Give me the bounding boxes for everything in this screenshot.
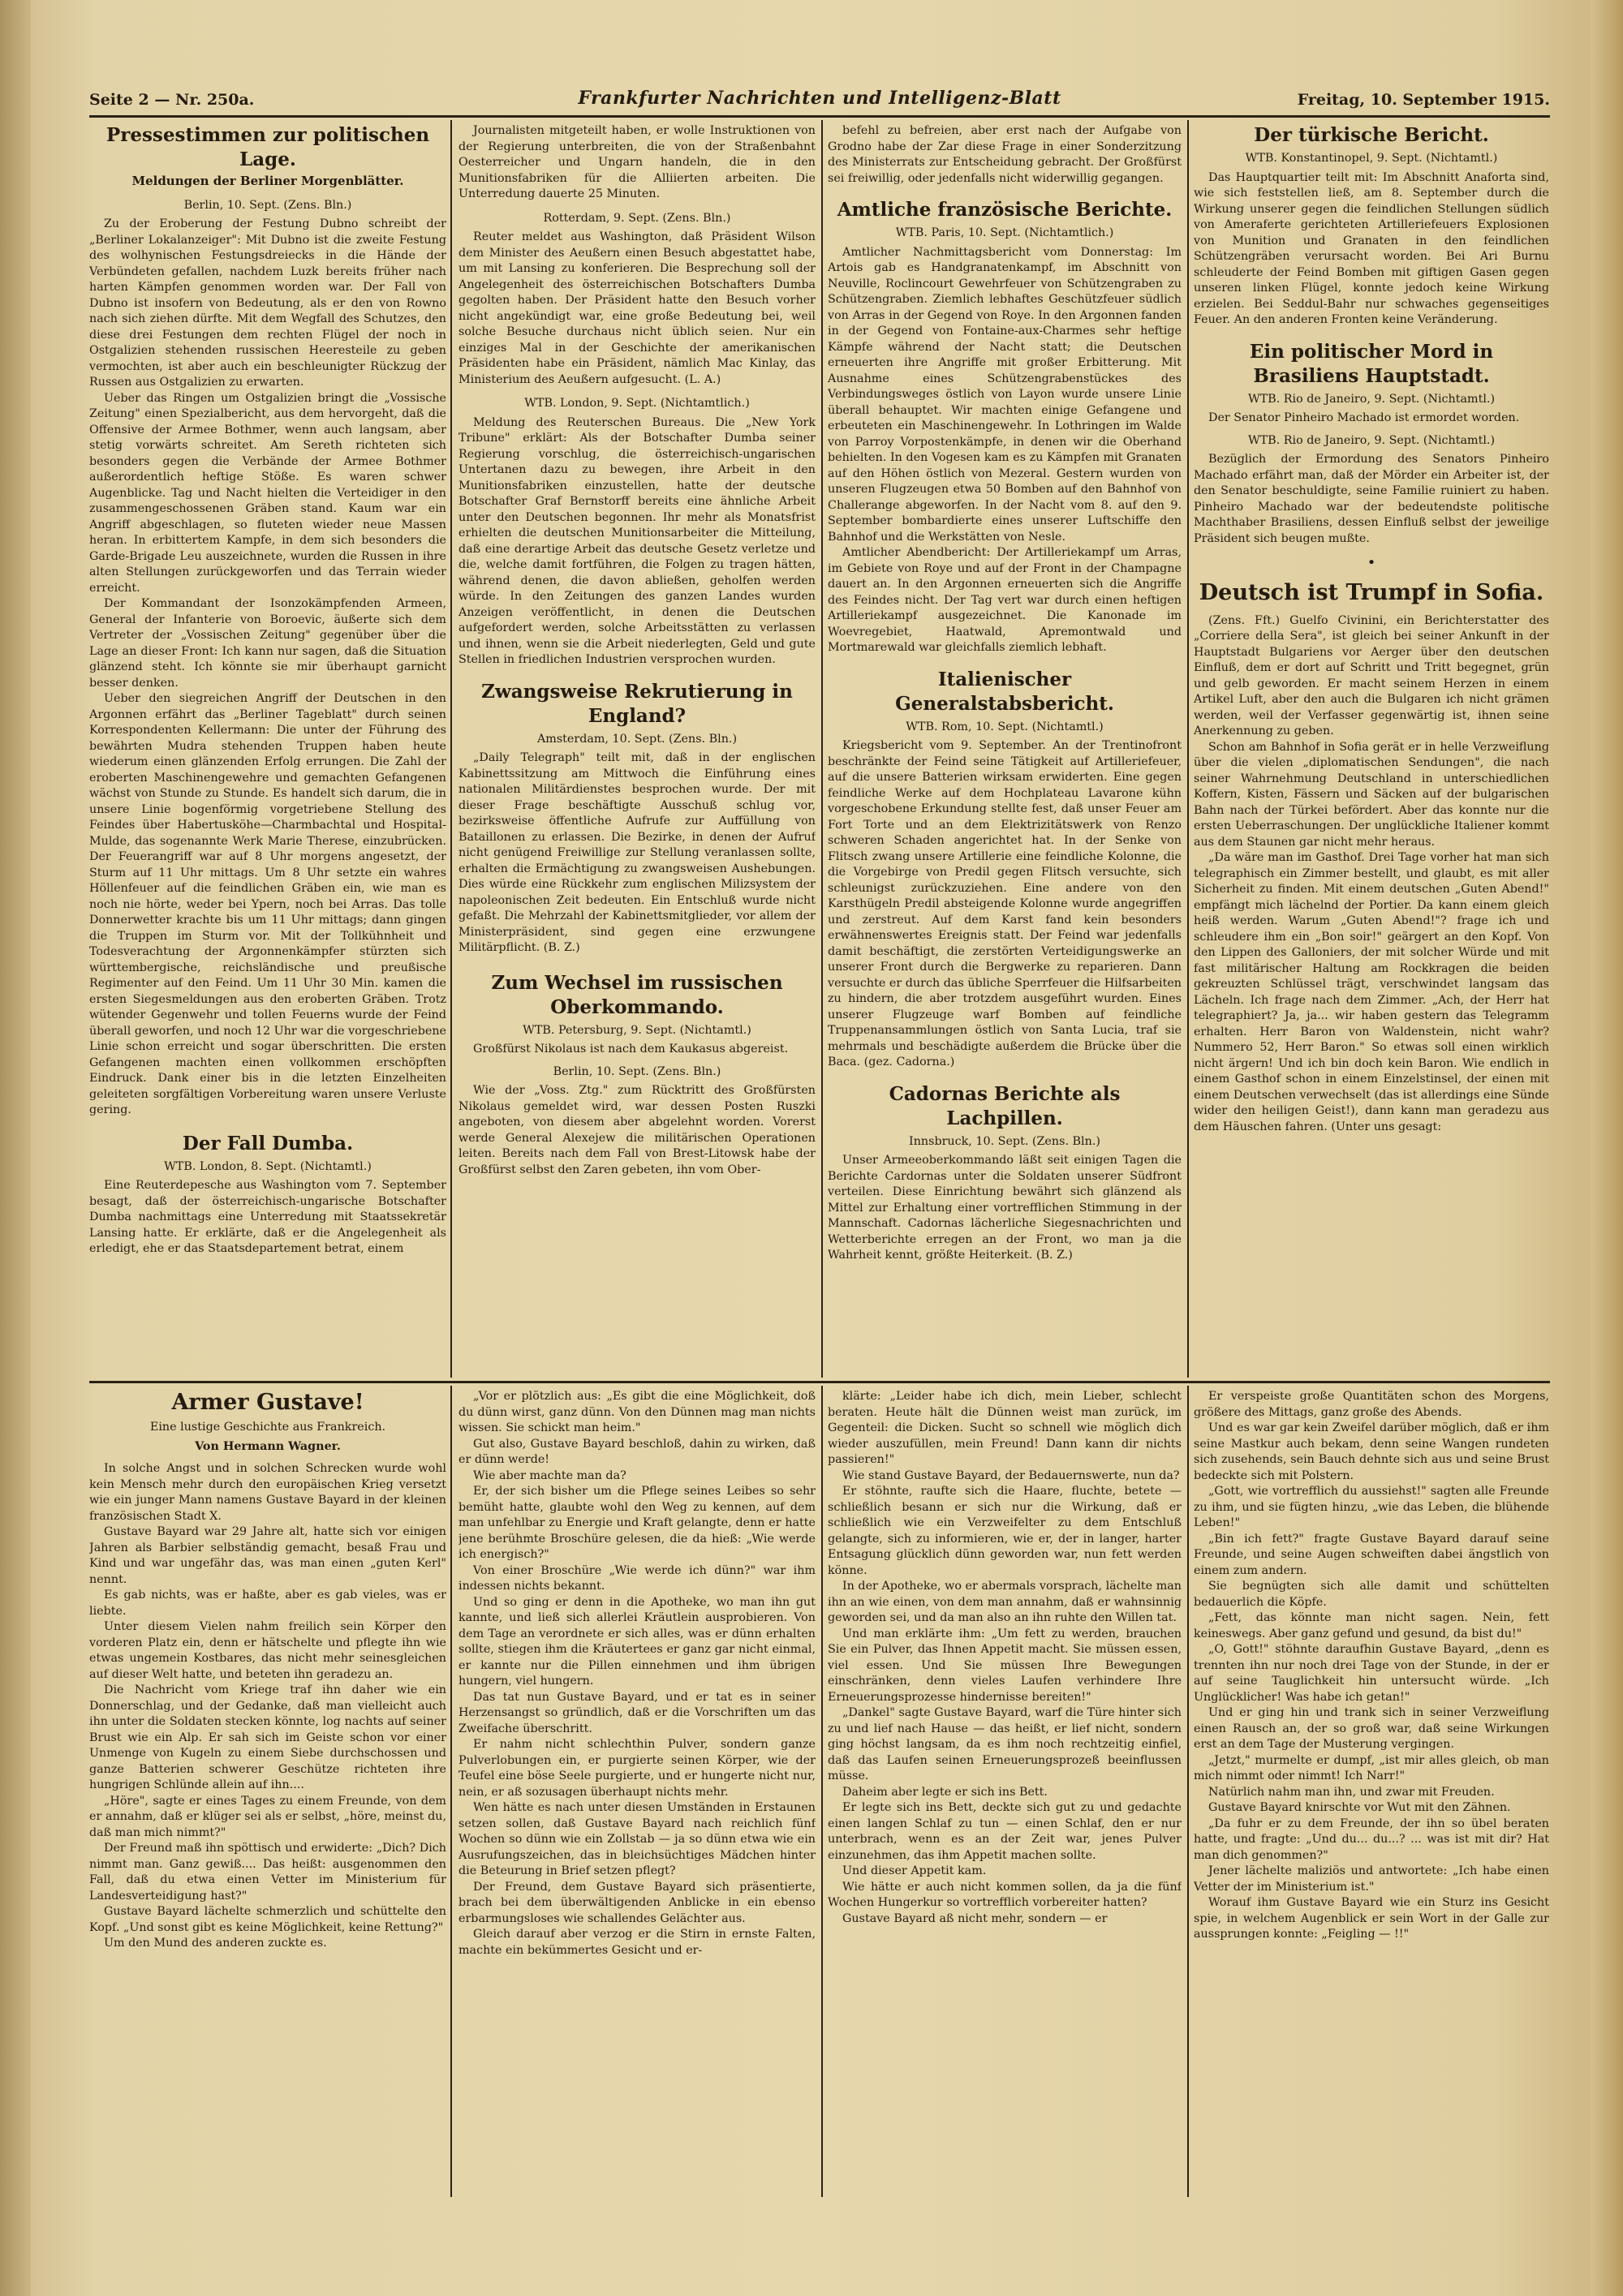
paragraph: Jener lächelte maliziös und antwortete: „Ich habe einen Vetter der im Ministerium ist." xyxy=(1194,1864,1549,1894)
story-column-2 xyxy=(458,1389,816,2196)
dateline: WTB. Rio de Janeiro, 9. Sept. (Nichtamtl.) xyxy=(1247,433,1496,447)
paragraph: Gut also, Gustave Bayard beschloß, dahin zu wirken, daß er dünn werde! xyxy=(458,1437,816,1466)
article-title: Deutsch ist Trumpf in Sofia. xyxy=(1199,579,1544,605)
column-4 xyxy=(1194,123,1549,1377)
paragraph: Worauf ihm Gustave Bayard wie ein Sturz ins Gesicht spie, in welchem Augenblick er sein Wort in der Galle zur aussprungen konnte: „Feigling — !!" xyxy=(1194,1896,1549,1941)
paragraph: Ueber das Ringen um Ostgalizien bringt die „Vossische Zeitung" einen Spezialbericht, aus dem hervorgeht, daß die Offensive der Armee Bothmer, wenn auch langsam, aber stetig vorwärts schreitet. Am Sereth richteten sich besonders gegen die Verbände der Armee Bothmer außerordentlich heftige Stöße. Es waren schwer Augenblicke. Tag und Nacht hielten die Verteidiger in den zusammengeschossenen Gräben stand. Kaum war ein Angriff abgeschlagen, so fluteten wieder neue Massen heran. In erbittertem Kampfe, in dem sich besonders die Garde-Brigade Leu auszeichnete, wurden die Russen in ihre alten Stellungen zurückgeworfen und das Terrain wieder erreicht. xyxy=(89,391,446,595)
paragraph: „Bin ich fett?" fragte Gustave Bayard darauf seine Freunde, und seine Augen schweiften dabei ängstlich von einem zum andern. xyxy=(1194,1532,1549,1577)
paragraph: Reuter meldet aus Washington, daß Präsident Wilson dem Minister des Aeußern einen Besuch abgestattet habe, um mit Lansing zu konferieren. Die Besprechung soll der Angelegenheit des österreichischen Botschafters Dumba gegolten haben. Der Präsident hatte den Besuch vorher nicht angekündigt war, eine große Bedeutung bei, weil solche Besuche durchaus nicht üblich seien. Nur ein einziges Mal in der Geschichte der amerikanischen Präsidenten habe ein Präsident, nämlich Mac Kinlay, das Ministerium des Aeußern aufgesucht. (L. A.) xyxy=(458,230,816,386)
article-title: Der Fall Dumba. xyxy=(182,1132,354,1154)
section-rule xyxy=(89,1381,1550,1383)
paragraph: In solche Angst und in solchen Schrecken wurde wohl kein Mensch mehr durch den europäischen Krieg versetzt wie ein junger Mann namens Gustave Bayard in der kleinen französischen Stadt X. xyxy=(89,1462,446,1523)
paragraph: „Höre", sagte er eines Tages zu einem Freunde, von dem er annahm, daß er klüger sei als er selbst, „höre, meinst du, daß man mich nimmt?" xyxy=(89,1794,446,1839)
paragraph: Wie stand Gustave Bayard, der Bedauernswerte, nun da? xyxy=(842,1468,1180,1482)
paragraph: Kriegsbericht vom 9. September. An der Trentinofront beschränkte der Feind seine Tätigkeit auf Artilleriefeuer, auf die unsere Batterien wirksam erwiderten. Eine gegen feindliche Werke auf dem Hochplateau Lavarone kühn vorgeschobene Erkundung stellte fest, daß unser Feuer am Fort Torte und an dem Elektrizitätswerk von Renzo schweren Schaden angerichtet hat. In der Senke von Flitsch zwang unsere Artillerie eine feindliche Kolonne, die die Vorgebirge von Predil gegen Flitsch versuchte, sich schleunigst zurückzuziehen. Eine andere von den Karsthügeln Predil absteigende Kolonne wurde angegriffen und zerstreut. Auf dem Karst fand kein besonders erwähnenswertes Ereignis statt. Der Feind war jedenfalls damit beschäftigt, die zerstörten Verteidigungswerke an unserer Front durch die Bergwerke zu reparieren. Dann versuchte er durch das übliche Sperrfeuer die Hilfsarbeiten zu hindern, die aber trotzdem ausgeführt wurden. Eines unserer Flugzeuge warf Bomben auf feindliche Truppenansammlungen östlich von Santa Lucia, traf sie mehrmals und beschädigte außerdem die Brücke über die Baca. (gez. Cadorna.) xyxy=(828,739,1182,1068)
paragraph: Er verspeiste große Quantitäten schon des Morgens, größere des Mittags, ganz große des Abends. xyxy=(1194,1390,1549,1419)
paragraph: Das Hauptquartier teilt mit: Im Abschnitt Anaforta sind, wie sich feststellen ließ, am 8. September durch die Wirkung unserer gegen die feindlichen Stellungen südlich von Ameraferte gerichteten Artilleriefeuers Explosionen von Munition und Granaten in den feindlichen Schützengräben verursacht worden. Bei Ari Burnu schleuderte der Feind Bomben mit giftigen Gasen gegen unseren linken Flügel, konnte jedoch keine Wirkung erzielen. Bei Seddul-Bahr nur schwaches gegenseitiges Feuer. An den anderen Fronten keine Veränderung. xyxy=(1194,170,1549,326)
paragraph: Und man erklärte ihm: „Um fett zu werden, brauchen Sie ein Pulver, das Ihnen Appetit macht. Sie müssen essen, viel essen. Und Sie müssen Ihre Bewegungen einschränken, denn vieles Laufen verhindere Ihre Erneuerungsprozesse hindernisse bereiten!" xyxy=(828,1627,1182,1704)
paragraph: Von einer Broschüre „Wie werde ich dünn?" war ihm indessen nichts bekannt. xyxy=(458,1563,816,1593)
dateline: Rotterdam, 9. Sept. (Zens. Bln.) xyxy=(543,211,731,225)
paragraph: „Da wäre man im Gasthof. Drei Tage vorher hat man sich telegraphisch ein Zimmer bestellt, und glaubt, es mit aller Sicherheit zu finden. Mit einem deutschen „Guten Abend!" empfängt mich lächelnd der Portier. Da kann einem gleich heiß werden. Warum „Guten Abend!"? frage ich und schleudere ihm ein „Bon soir!" geärgert an den Kopf. Von den Lippen des Galloniers, der mit solcher Würde und mit fast militärischer Haltung am Rockkragen die beiden gekreuzten Schlüssel trägt, verschwindet langsam das Lächeln. Ich frage nach dem Zimmer. „Ach, der Herr hat telegraphiert? Ja, ja... wir haben gestern das Telegramm erhalten. Herr Baron von Waldenstein, nicht wahr? Nummero 52, Herr Baron." So etwas soll einen wirklich nicht ärgern! Und ich bin doch kein Baron. Wie endlich in einem Gasthof schon in einem Einzelstinsel, der einen mit einem Deutschen verwechselt (das ist allerdings eine Sünde wider den heiligen Geist!), dann kann man geradezu aus dem Häuschen fahren. (Unter uns gesagt: xyxy=(1194,851,1549,1133)
dateline: WTB. Rom, 10. Sept. (Nichtamtl.) xyxy=(906,720,1104,733)
column-rule xyxy=(1187,1386,1189,2197)
dateline: WTB. Rio de Janeiro, 9. Sept. (Nichtamtl.) xyxy=(1247,392,1496,406)
paragraph: „Fett, das könnte man nicht sagen. Nein, fett keineswegs. Aber ganz gefund und gesund, da bist du!" xyxy=(1194,1611,1549,1640)
header-rule xyxy=(89,115,1550,118)
column-rule xyxy=(450,120,452,1378)
paragraph: Er legte sich ins Bett, deckte sich gut zu und gedachte einen langen Schlaf zu tun — einen Schlaf, den er nur unterbrach, wenn es an der Zeit war, jenes Pulver einzunehmen, das ihm Appetit machen sollte. xyxy=(828,1801,1182,1862)
separator-dot: • xyxy=(1367,554,1376,571)
dateline: Berlin, 10. Sept. (Zens. Bln.) xyxy=(553,1064,721,1078)
paragraph: Unser Armeeoberkommando läßt seit einigen Tagen die Berichte Cardornas unter die Soldaten unserer Südfront verteilen. Diese Einrichtung bewährt sich glänzend als Mittel zur Erhaltung einer vortrefflichen Stimmung in der Mannschaft. Cadornas lächerliche Siegesnachrichten und Wetterberichte erregen an der Front, wo man ja die Wahrheit kennt, größte Heiterkeit. (B. Z.) xyxy=(828,1154,1182,1262)
column-rule xyxy=(821,1386,823,2197)
paragraph: Meldung des Reuterschen Bureaus. Die „New York Tribune" erklärt: Als der Botschafter Dumba seiner Regierung vorschlug, die österreichisch-ungarischen Untertanen dazu zu bewegen, ihre Arbeit in den Munitionsfabriken einzustellen, hatte der deutsche Botschafter Graf Bernstorff bereits eine ähnliche Arbeit unter den Deutschen begonnen. Ihr mehr als Monatsfrist erhielten die deutschen Munitionsarbeiter die Mitteilung, daß eine derartige Arbeit das deutsche Gesetz verletze und die, welche damit fortführen, die Folgen zu tragen hätten, während denen, die davon abließen, geholfen werden würde. In den Zeitungen des ganzen Landes wurden Anzeigen veröffentlicht, in denen die Deutschen aufgefordert werden, solche Arbeitsstätten zu verlassen und ihnen, wenn sie die Arbeit niederlegten, Geld und gute Stellen in friedlichen Industrien versprochen wurden. xyxy=(458,415,816,666)
paragraph: (Zens. Fft.) Guelfo Civinini, ein Berichterstatter des „Corriere della Sera", ist gleich bei seiner Ankunft in der Hauptstadt Bulgariens vor Aerger über den deutschen Einfluß, dem er dort auf Schritt und Tritt begegnet, grün und gelb geworden. Er macht seinem Herzen in einem Artikel Luft, aber den auch die Bulgaren ich nicht grämen werden, weil der Verfasser gegenwärtig ist, ihnen seine Anerkennung zu geben. xyxy=(1194,613,1549,737)
paragraph: Wie aber machte man da? xyxy=(473,1468,626,1482)
paragraph: Gleich darauf aber verzog er die Stirn in ernste Falten, machte ein bekümmertes Gesicht und er- xyxy=(458,1928,816,1957)
article-title: Cadornas Berichte als Lachpillen. xyxy=(889,1082,1121,1129)
paragraph: klärte: „Leider habe ich dich, mein Lieber, schlecht beraten. Heute hält die Dünnen weist man zurück, im Gegenteil: die Dicken. Sucht so schnell wie möglich dich wieder auszufüllen, mein Freund! Dann kann dir nichts passieren!" xyxy=(828,1390,1182,1466)
paragraph: Der Freund maß ihn spöttisch und erwiderte: „Dich? Dich nimmt man. Ganz gewiß.... Das heißt: ausgenommen den Fall, daß du etwa einen Vetter im Ministerium für Landesverteidigung hast?" xyxy=(89,1842,446,1903)
article-title: Ein politischer Mord in Brasiliens Hauptstadt. xyxy=(1249,340,1494,387)
dateline: WTB. London, 8. Sept. (Nichtamtl.) xyxy=(164,1159,372,1173)
paragraph: „O, Gott!" stöhnte daraufhin Gustave Bayard, „denn es trennten ihn nur noch drei Tage von der Stunde, in der er auf seine Tauglichkeit hin untersucht würde. „Ich Unglücklicher! Was habe ich getan!" xyxy=(1194,1643,1549,1704)
paragraph: Gustave Bayard war 29 Jahre alt, hatte sich vor einigen Jahren als Barbier selbständig gemacht, besaß Frau und Kind und war ungefähr das, was man einen „guten Kerl" nennt. xyxy=(89,1525,446,1586)
paragraph: Natürlich nahm man ihn, und zwar mit Freuden. xyxy=(1208,1785,1495,1799)
column-rule xyxy=(821,120,823,1378)
story-subtitle: Eine lustige Geschichte aus Frankreich. xyxy=(149,1421,386,1434)
paragraph: Und so ging er denn in die Apotheke, wo man ihn gut kannte, und ließ sich allerlei Kräutlein ausprobieren. Von dem Tage an verordnete er sich alles, was er dünn erhalten sollte, stiegen ihm die Kräutertees er ganz gar nicht einmal, er kannte nur die Pillen einnehmen und ihm übrigen hungern, viel hungern. xyxy=(458,1595,816,1688)
paragraph: Großfürst Nikolaus ist nach dem Kaukasus abgereist. xyxy=(473,1043,789,1056)
article-title: Der türkische Bericht. xyxy=(1254,124,1489,146)
paragraph: In der Apotheke, wo er abermals vorsprach, lächelte man ihn an wie einen, von dem man annahm, daß er wahnsinnig geworden sei, und da man also an ihn ruhte den Willen tat. xyxy=(828,1580,1182,1624)
dateline: WTB. Konstantinopel, 9. Sept. (Nichtamtl.) xyxy=(1245,152,1498,165)
article-title: Zwangsweise Rekrutierung in England? xyxy=(481,680,793,727)
story-column-4 xyxy=(1194,1389,1549,2196)
story-title: Armer Gustave! xyxy=(171,1390,364,1415)
column-3 xyxy=(828,123,1182,1377)
paragraph: Wie hätte er auch nicht kommen sollen, da ja die fünf Wochen Hungerkur so vortrefflich vorbereiter hatten? xyxy=(828,1880,1182,1909)
article-subtitle: Meldungen der Berliner Morgenblätter. xyxy=(131,174,404,188)
page-number: Seite 2 — Nr. 250a. xyxy=(89,91,255,109)
paragraph: Er, der sich bisher um die Pflege seines Leibes so sehr bemüht hatte, glaubte wohl den Weg zu kennen, auf dem man unfehlbar zu Energie und Kraft gelangte, denn er hatte jene berühmte Broschüre gelesen, die da hieß: „Wie werde ich energisch?" xyxy=(458,1485,816,1561)
page-header xyxy=(89,88,1550,112)
column-rule xyxy=(1187,120,1189,1378)
paragraph: Journalisten mitgeteilt haben, er wolle Instruktionen von der Regierung unterbreiten, die von der Straßenbahnt Oesterreicher und Ungarn handeln, die in den Munitionsfabriken für die Alliierten arbeiten. Die Unterredung dauerte 25 Minuten. xyxy=(458,124,816,200)
story-column-1 xyxy=(89,1389,446,2196)
paragraph: Unter diesem Vielen nahm freilich sein Körper den vorderen Platz ein, denn er hätschelte und pflegte ihn wie etwas ungemein Kostbares, das nicht mehr seinesgleichen auf dieser Welt hatte, und beteten ihn geradezu an. xyxy=(89,1620,446,1681)
paragraph: Die Nachricht vom Kriege traf ihn daher wie ein Donnerschlag, und der Gedanke, daß man vielleicht auch ihn unter die Soldaten stecken könnte, log nachts auf seiner Brust wie ein Alp. Er sah sich im Geiste schon vor einer Unmenge von Kugeln zu einem Siebe durchschossen und ganze Batterien schwerer Geschütze richteten ihre hungrigen Schlünde allein auf ihn.... xyxy=(89,1683,446,1791)
page-edge xyxy=(1591,0,1623,2296)
paragraph: Zu der Eroberung der Festung Dubno schreibt der „Berliner Lokalanzeiger": Mit Dubno ist die zweite Festung des wolhynischen Festungsdreiecks in die Hände der Verbündeten gefallen, nachdem Luzk bereits früher nach harten Kämpfen genommen worden war. Der Fall von Dubno ist insofern von Bedeutung, als er den von Rowno nach sich ziehen dürfte. Mit dem Wegfall des Schutzes, den diese drei Festungen dem rechten Flügel der noch in Ostgalizien stehenden russischen Heeresteile zu geben vermochten, ist aber auch ein beschleunigter Rückzug der Russen aus Ostgalizien zu erwarten. xyxy=(89,217,446,389)
paragraph: Der Kommandant der Isonzokämpfenden Armeen, General der Infanterie von Boroevic, äußerte sich dem Vertreter der „Vossischen Zeitung" gegenüber über die Lage an dieser Front: Ich kann nur sagen, daß die Situation glänzend steht. Ich könnte sie mir überhaupt garnicht besser denken. xyxy=(89,597,446,690)
paragraph: Und dieser Appetit kam. xyxy=(842,1864,987,1877)
article-title: Amtliche französische Berichte. xyxy=(837,199,1173,221)
story-column-3 xyxy=(828,1389,1182,2196)
paragraph: „Jetzt," murmelte er dumpf, „ist mir alles gleich, ob man mich nimmt oder nimmt! Ich Narr!" xyxy=(1194,1753,1549,1782)
paragraph: Wen hätte es nach unter diesen Umständen in Erstaunen setzen sollen, daß Gustave Bayard nach reichlich fünf Wochen so dünn wie ein Zollstab — ja so dünn etwa wie ein Ausrufungszeichen, das in bleichsüchtiges Mädchen hinter die Beteurung in Brief setzen pflegt? xyxy=(458,1801,816,1877)
paragraph: Er nahm nicht schlechthin Pulver, sondern ganze Pulverlobungen ein, er purgierte seinen Körper, wie der Teufel eine böse Seele purgierte, und er hungerte nicht nur, nein, er aß sozusagen überhaupt nichts mehr. xyxy=(458,1738,816,1799)
paragraph: Gustave Bayard aß nicht mehr, sondern — er xyxy=(842,1911,1108,1925)
paragraph: Sie begnügten sich alle damit und schüttelten bedauerlich die Köpfe. xyxy=(1194,1580,1549,1609)
paragraph: Gustave Bayard lächelte schmerzlich und schüttelte den Kopf. „Und sonst gibt es keine Möglichkeit, keine Rettung?" xyxy=(89,1905,446,1934)
paragraph: Bezüglich der Ermordung des Senators Pinheiro Machado erfährt man, daß der Mörder ein Arbeiter ist, der den Senator beschuldigte, seine Familie ruiniert zu haben. Pinheiro Machado war der bedeutendste politische Machthaber Brasiliens, dessen Einfluß selbst der jeweilige Präsident sich beugen mußte. xyxy=(1194,453,1549,545)
paragraph: Er stöhnte, raufte sich die Haare, fluchte, betete — schließlich besann er sich nur die Wirkung, daß er schließlich wie ein Verzweifelter zu dem Entschluß gelangte, sich zu informieren, wie er, der in langer, harter Entsagung glücklich dünn geworden war, nun fett werden könne. xyxy=(828,1485,1182,1577)
paragraph: Amtlicher Abendbericht: Der Artilleriekampf um Arras, im Gebiete von Roye und auf der Front in der Champagne dauert an. In den Argonnen erneuerten sich die Angriffe des Feindes nicht. Der Tag vert war durch einen heftigen Artilleriekampf ausgezeichnet. Die Kanonade im Woevregebiet, Haatwald, Apremontwald und Mortmarewald war gleichfalls ziemlich lebhaft. xyxy=(828,546,1182,654)
story-author: Von Hermann Wagner. xyxy=(195,1439,341,1453)
article-title: Pressestimmen zur politischen Lage. xyxy=(105,124,430,170)
paragraph: Das tat nun Gustave Bayard, und er tat es in seiner Herzensangst so gründlich, daß er die Vorschriften um das Zweifache überschritt. xyxy=(458,1690,816,1735)
paragraph: befehl zu befreien, aber erst nach der Aufgabe von Grodno habe der Zar diese Frage in einer Sonderzitzung des Ministerrats zur Entscheidung gebracht. Der Großfürst sei freiwillig, oder jedenfalls nicht widerwillig gegangen. xyxy=(828,124,1182,185)
issue-date: Freitag, 10. September 1915. xyxy=(1297,91,1550,109)
paragraph: Schon am Bahnhof in Sofia gerät er in helle Verzweiflung über die vielen „diplomatischen Sendungen", die nach seiner Wahrnehmung Deutschland in unterschiedlichen Koffern, Kisten, Fässern und Säcken auf der bulgarischen Bahn nach der Türkei befördert. Aber das konnte nur die ersten Ueberraschungen. Der unglückliche Italiener kommt aus dem Staunen gar nicht mehr heraus. xyxy=(1194,740,1549,849)
dateline: WTB. London, 9. Sept. (Nichtamtlich.) xyxy=(524,397,750,410)
masthead: Frankfurter Nachrichten und Intelligenz-Blatt xyxy=(578,88,1061,109)
paragraph: Und es war gar kein Zweifel darüber möglich, daß er ihm seine Mastkur auch bekam, denn seine Wangen rundeten sich zusehends, sein Bauch dehnte sich aus und seine Brust bedeckte sich mit Polstern. xyxy=(1194,1421,1549,1482)
paragraph: „Gott, wie vortrefflich du aussiehst!" sagten alle Freunde zu ihm, und sie fügten hinzu, „wie das Leben, die blühende Leben!" xyxy=(1194,1485,1549,1529)
paragraph: Wie der „Voss. Ztg." zum Rücktritt des Großfürsten Nikolaus gemeldet wird, war dessen Posten Ruszki angeboten, von diesem aber abgelehnt worden. Vorerst werde General Alexejew die militärischen Operationen leiten. Bereits nach dem Fall von Brest-Litowsk habe der Großfürst selbst den Zaren gebeten, ihn vom Ober- xyxy=(458,1084,816,1176)
paragraph: „Daily Telegraph" teilt mit, daß in der englischen Kabinettssitzung am Mittwoch die Einführung eines nationalen Militärdienstes besprochen wurde. Der mit dieser Frage beschäftigte Ausschuß schlug vor, bezirksweise öffentliche Aufrufe zur Auffüllung von Bataillonen zu erlassen. Die Bezirke, in denen der Aufruf nicht genügend Freiwillige zur Stellung veranlassen sollte, erhalten die Ermächtigung zu zwangsweisen Aushebungen. Dies würde eine Rückkehr zum englischen Milizsystem der napoleonischen Zeit bedeuten. Ein Entschluß wurde nicht gefaßt. Die Mehrzahl der Kabinettsmitglieder, vor allem der Ministerpräsident, sind gegen eine erzwungene Militärpflicht. (B. Z.) xyxy=(458,751,816,954)
paragraph: Ueber den siegreichen Angriff der Deutschen in den Argonnen erfährt das „Berliner Tageblatt" durch seinen Korrespondenten Kellermann: Die unter der Führung des bewährten Mudra stehenden Truppen haben heute wiederum einen glänzenden Erfolg errungen. Die Zahl der eroberten Maschinengewehre und gemachten Gefangenen wächst von Stunde zu Stunde. Es handelt sich darum, die in unsere Linie bogenförmig vorgetriebene Stellung des Feindes über Habertusköhe—Charmbachtal und Hospital-Mulde, das sogenannte Werk Marie Therese, einzubrücken. Der Feuerangriff war auf 8 Uhr morgens angesetzt, der Sturm auf 11 Uhr mittags. Um 8 Uhr setzte ein wahres Höllenfeuer auf die feindlichen Gräben ein, wie man es noch nie hörte, weder bei Ypern, noch bei Arras. Das tolle Donnerwetter krachte bis um 11 Uhr mittags; dann gingen die Truppen im Sturm vor. Mit der Tollkühnheit und Todesverachtung der Argonnenkämpfer stürzten sich württembergische, reichsländische und preußische Regimenter auf den Feind. Um 11 Uhr 30 Min. kamen die ersten Siegesmeldungen aus den eroberten Gräben. Trotz wütender Gegenwehr und tollen Feuerns wurde der Feind überall geworfen, und noch 12 Uhr war die vorgeschriebene Linie schon erreicht und sogar überschritten. Die ersten Gefangenen machten einen vollkommen erschöpften Eindruck. Dank einer bis in die letzten Einzelheiten geleiteten sorgfältigen Vorbereitung waren unsere Verluste gering. xyxy=(89,692,446,1116)
column-2 xyxy=(458,123,816,1377)
paragraph: „Da fuhr er zu dem Freunde, der ihn so übel beraten hatte, und fragte: „Und du... du...? ... was ist mit dir? Hat man dich genommen?" xyxy=(1194,1817,1549,1862)
paragraph: Amtlicher Nachmittagsbericht vom Donnerstag: Im Artois gab es Handgranatenkampf, im Abschnitt von Neuville, Roclincourt Gewehrfeuer von Schützengraben zu Schützengraben. Ziemlich lebhaftes Geschützfeuer südlich von Arras in der Gegend von Roye. In den Argonnen fanden in der Gegend von Fontaine-aux-Charmes sehr heftige Kämpfe während der Nacht statt; die Deutschen erneuerten ihre Angriffe mit großer Erbitterung. Mit Ausnahme eines Schützengrabenstückes des Verbindungsweges östlich von Layon wurde unsere Linie überall behauptet. Wir machten einige Gefangene und erbeuteten ein Maschinengewehr. In Lothringen im Walde von Parroy Vorpostenkämpfe, in denen wir die Oberhand behielten. In den Vogesen kam es zu Kämpfen mit Granaten auf den Höhen östlich von Mezeral. Gestern wurden von unseren Flugzeugen etwa 50 Bomben auf den Bahnhof von Challerange abgeworfen. In der Nacht vom 8. auf den 9. September bombardierte eines unserer Luftschiffe den Bahnhof und die Werkstätten von Nesle. xyxy=(828,245,1182,544)
paragraph: „Dankel" sagte Gustave Bayard, warf die Türe hinter sich zu und lief nach Hause — das heißt, er lief nicht, sondern ging höchst langsam, da es ihm noch rechtzeitig einfiel, daß das Laufen seinen Erneuerungsprozeß beeinflussen müsse. xyxy=(828,1706,1182,1782)
dateline: Innsbruck, 10. Sept. (Zens. Bln.) xyxy=(909,1134,1100,1148)
page-binding xyxy=(0,0,31,2296)
column-rule xyxy=(450,1386,452,2197)
dateline: Berlin, 10. Sept. (Zens. Bln.) xyxy=(183,198,352,212)
dateline: WTB. Petersburg, 9. Sept. (Nichtamtl.) xyxy=(523,1023,751,1037)
paragraph: Eine Reuterdepesche aus Washington vom 7. September besagt, daß der österreichisch-ungarische Botschafter Dumba nachmittags eine Unterredung mit Staatssekretär Lansing hatte. Er erklärte, daß er die Angelegenheit als erledigt, ehe er das Staatsdepartement betrat, einem xyxy=(89,1179,446,1255)
article-title: Italienischer Generalstabsbericht. xyxy=(895,668,1114,715)
paragraph: Und er ging hin und trank sich in seiner Verzweiflung einen Rausch an, der so groß war, daß seine Wirkungen erst an dem Tage der Musterung vergingen. xyxy=(1194,1706,1549,1751)
column-1 xyxy=(89,123,446,1377)
article-title: Zum Wechsel im russischen Oberkommando. xyxy=(491,971,783,1018)
paragraph: Der Freund, dem Gustave Bayard sich präsentierte, brach bei dem überwältigenden Anblicke in ein ebenso erbarmungsloses wie schallendes Gelächter aus. xyxy=(458,1880,816,1925)
paragraph: Der Senator Pinheiro Machado ist ermordet worden. xyxy=(1208,411,1520,424)
paragraph: „Vor er plötzlich aus: „Es gibt die eine Möglichkeit, doß du dünn wirst, ganz dünn. Von den Dünnen mag man nichts wissen. Sie schickt man heim." xyxy=(458,1390,816,1434)
dateline: Amsterdam, 10. Sept. (Zens. Bln.) xyxy=(536,732,738,746)
paragraph: Daheim aber legte er sich ins Bett. xyxy=(842,1785,1048,1799)
paragraph: Gustave Bayard knirschte vor Wut mit den Zähnen. xyxy=(1208,1801,1511,1814)
paragraph: Es gab nichts, was er haßte, aber es gab vieles, was er liebte. xyxy=(89,1589,446,1618)
dateline: WTB. Paris, 10. Sept. (Nichtamtlich.) xyxy=(895,226,1114,239)
paragraph: Um den Mund des anderen zuckte es. xyxy=(104,1937,327,1950)
